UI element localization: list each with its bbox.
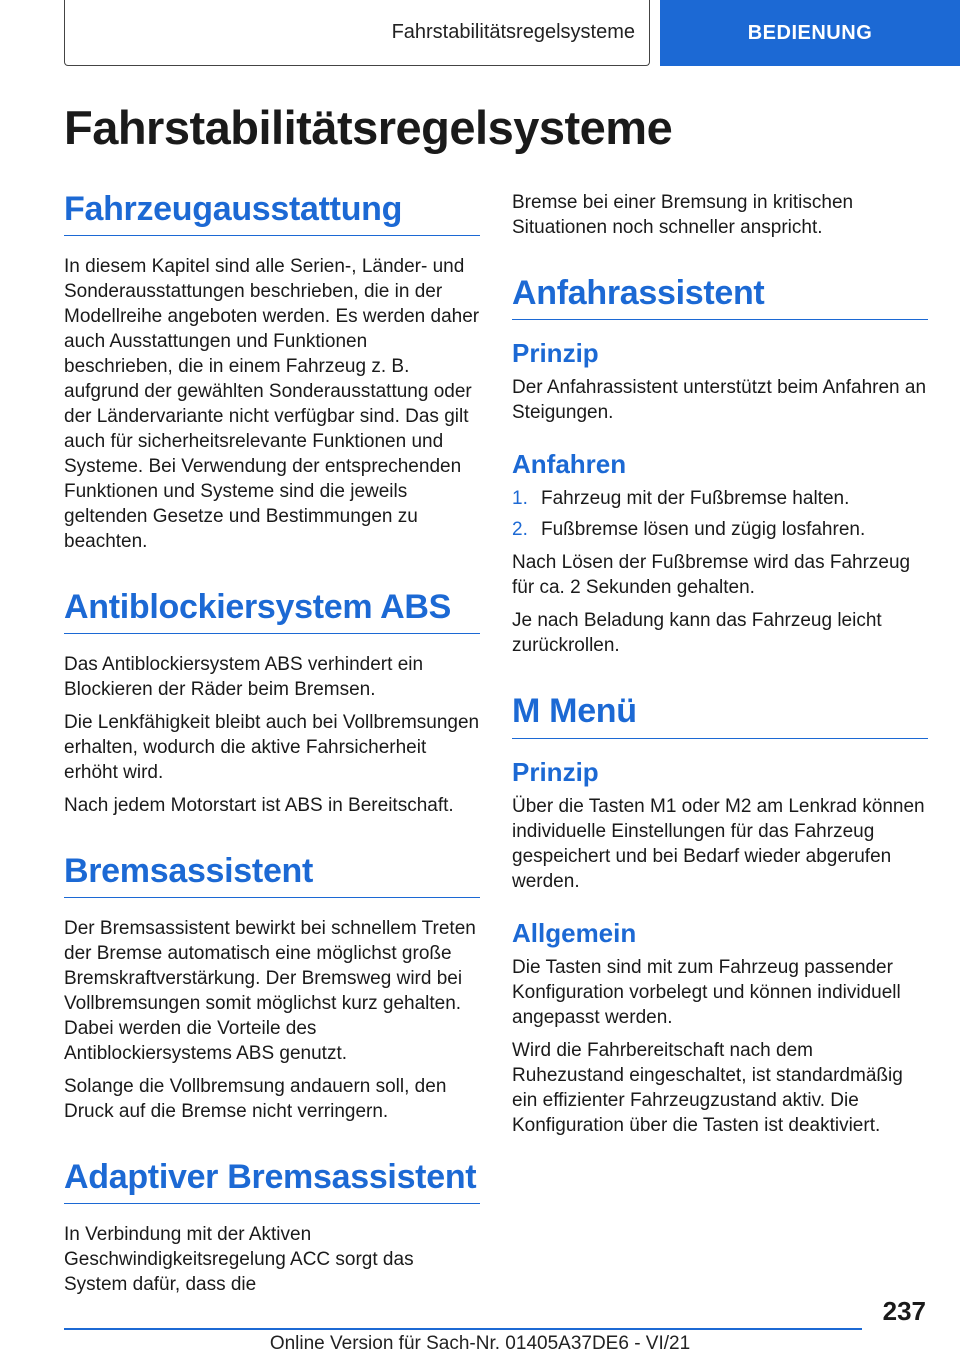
paragraph: In Verbindung mit der Aktiven Geschwindigkeitsregelung ACC sorgt das System dafür, dass die	[64, 1224, 414, 1296]
paragraph: Der Anfahrassistent unterstützt beim Anfahren an Steigungen.	[512, 377, 927, 424]
paragraph: Über die Tasten M1 oder M2 am Lenkrad können individuelle Einstellungen für das Fahrzeug gespeichert und bei Bedarf wieder abgerufen werden.	[512, 795, 925, 892]
step-number: 1.	[512, 488, 528, 510]
steps-list	[512, 486, 928, 542]
paragraph: Nach jedem Motorstart ist ABS in Bereitschaft.	[64, 795, 454, 817]
subheading-allgemein: Allgemein	[512, 917, 637, 948]
step-text: Fahrzeug mit der Fußbremse halten.	[541, 488, 850, 510]
heading-adaptiver-bremsassistent: Adaptiver Bremsassistent	[64, 1158, 480, 1204]
right-column	[512, 190, 928, 1146]
paragraph: Die Tasten sind mit zum Fahrzeug passender Konfiguration vorbelegt und können individuell angepasst werden.	[512, 956, 901, 1028]
subheading-prinzip: Prinzip	[512, 756, 599, 787]
page-header	[0, 0, 960, 66]
heading-fahrzeugausstattung: Fahrzeugausstattung	[64, 190, 480, 236]
list-item	[512, 486, 928, 511]
page-title: Fahrstabilitätsregelsysteme	[64, 101, 673, 154]
paragraph: In diesem Kapitel sind alle Serien-, Länder- und Sonderausstattungen beschrieben, die in der Modellreihe angeboten werden. Es werden daher auch Ausstattungen und Funktionen beschrieben, die in einem Fahrzeug z. B. aufgrund der gewählten Sonderausstattung oder der Ländervariante nicht verfügbar sind. Das gilt auch für sicherheitsrelevante Funktionen und Systeme. Bei Verwendung der entsprechenden Funktionen und Systeme sind die jeweils geltenden Gesetze und Bestimmungen zu beachten.	[64, 256, 480, 553]
subheading-prinzip: Prinzip	[512, 338, 599, 369]
footer-divider	[64, 1328, 862, 1330]
footer-text: Online Version für Sach-Nr. 01405A37DE6 - VI/21	[269, 1333, 691, 1354]
paragraph: Nach Lösen der Fußbremse wird das Fahrzeug für ca. 2 Sekunden gehalten.	[512, 552, 911, 599]
subheading-anfahren: Anfahren	[512, 449, 627, 480]
left-column	[64, 190, 480, 1305]
heading-m-menu: M Menü	[512, 692, 928, 738]
paragraph: Solange die Vollbremsung andauern soll, den Druck auf die Bremse nicht verringern.	[64, 1076, 447, 1123]
paragraph: Die Lenkfähigkeit bleibt auch bei Vollbremsungen erhalten, wodurch die aktive Fahrsicherheit erhöht wird.	[64, 712, 480, 784]
paragraph: Bremse bei einer Bremsung in kritischen Situationen noch schneller anspricht.	[512, 192, 854, 238]
page-number: 237	[882, 1296, 926, 1326]
heading-abs: Antiblockiersystem ABS	[64, 588, 480, 634]
step-number: 2.	[512, 519, 528, 541]
heading-bremsassistent: Bremsassistent	[64, 852, 480, 898]
chapter-title: Fahrstabilitätsregelsysteme	[64, 0, 650, 66]
paragraph: Je nach Beladung kann das Fahrzeug leicht zurückrollen.	[512, 610, 882, 657]
heading-anfahrassistent: Anfahrassistent	[512, 274, 928, 320]
list-item	[512, 517, 928, 542]
paragraph: Der Bremsassistent bewirkt bei schnellem Treten der Bremse automatisch eine möglichst große Bremskraftverstärkung. Der Bremsweg wird bei Vollbremsungen somit möglichst kurz gehalten. Dabei werden die Vorteile des Antiblockiersystems ABS genutzt.	[64, 918, 476, 1065]
paragraph: Wird die Fahrbereitschaft nach dem Ruhezustand eingeschaltet, ist standardmäßig ein effizienter Fahrzeugzustand aktiv. Die Konfiguration über die Tasten ist deaktiviert.	[512, 1039, 903, 1136]
paragraph: Das Antiblockiersystem ABS verhindert ein Blockieren der Räder beim Bremsen.	[64, 654, 424, 701]
section-label: BEDIENUNG	[660, 0, 960, 66]
step-text: Fußbremse lösen und zügig losfahren.	[541, 519, 866, 541]
